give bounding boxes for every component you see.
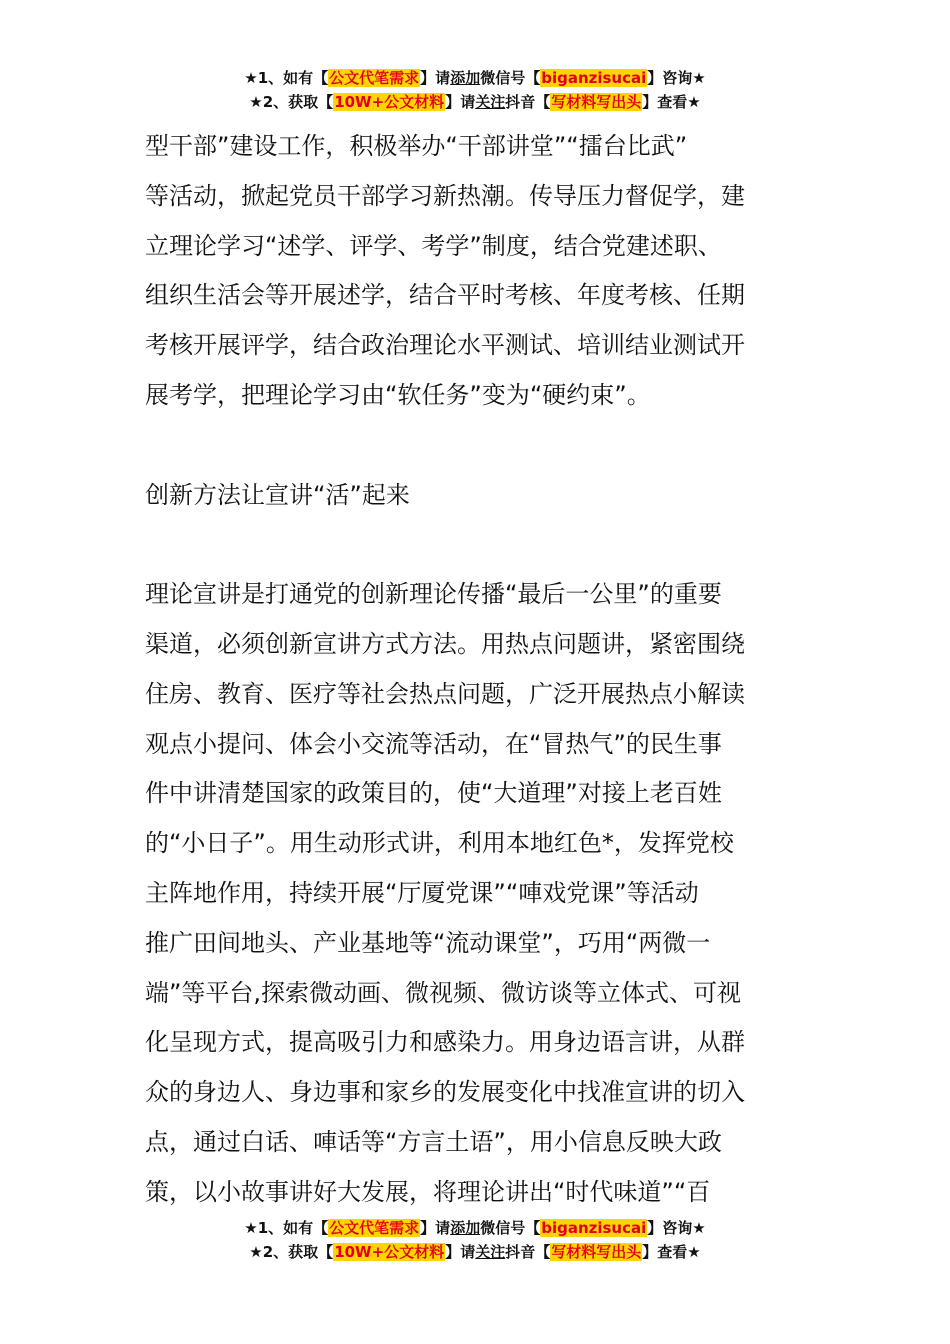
text-line: 立理论学习“述学、评学、考学”制度，结合党建述职、 [145, 231, 722, 260]
highlight-douyin: 写材料写出头 [551, 93, 642, 111]
text-line: 众的身边人、身边事和家乡的发展变化中找准宣讲的切入 [145, 1078, 745, 1107]
paragraph-gap [145, 520, 807, 570]
highlight-service: 公文代笔需求 [329, 1219, 420, 1237]
text-line: 渠道，必须创新宣讲方式方法。用热点问题讲，紧密围绕 [145, 629, 745, 658]
highlight-wechat-id: biganzisucai [541, 69, 647, 87]
banner-line-1: ★1、如有【公文代笔需求】请添加微信号【biganzisucai】咨询★ [244, 1219, 706, 1237]
text-line: 组织生活会等开展述学，结合平时考核、年度考核、任期 [145, 281, 745, 310]
text-line: 策，以小故事讲好大发展，将理论讲出“时代味道”“百 [145, 1177, 711, 1206]
footer-banner [0, 1216, 950, 1264]
banner-line-2: ★2、获取【10W+公文材料】请关注抖音【写材料写出头】查看★ [249, 1243, 701, 1261]
text-line: 观点小提问、体会小交流等活动，在“冒热气”的民生事 [145, 729, 722, 758]
highlight-douyin: 写材料写出头 [551, 1243, 642, 1261]
text-line: 展考学，把理论学习由“软任务”变为“硬约束”。 [145, 380, 651, 409]
text-line: 的“小日子”。用生动形式讲，利用本地红色*，发挥党校 [145, 829, 734, 858]
text-line: 点，通过白话、唓话等“方言土语”，用小信息反映大政 [145, 1127, 722, 1156]
highlight-materials: 10W+公文材料 [334, 93, 445, 111]
text-line: 考核开展评学，结合政治理论水平测试、培训结业测试开 [145, 331, 745, 360]
text-line: 等活动，掀起党员干部学习新热潮。传导压力督促学，建 [145, 181, 745, 210]
text-line: 型干部”建设工作，积极举办“干部讲堂”“擂台比武” [145, 132, 688, 160]
header-banner [0, 66, 950, 114]
document-body [145, 122, 807, 1218]
highlight-service: 公文代笔需求 [329, 69, 420, 87]
text-line: 住房、教育、医疗等社会热点问题，广泛开展热点小解读 [145, 679, 745, 708]
text-line: 推广田间地头、产业基地等“流动课堂”，巧用“两微一 [145, 928, 711, 957]
highlight-materials: 10W+公文材料 [334, 1243, 445, 1261]
text-line: 件中讲清楚国家的政策目的，使“大道理”对接上老百姓 [145, 779, 722, 808]
banner-line-1: ★1、如有【公文代笔需求】请添加微信号【biganzisucai】咨询★ [244, 69, 706, 87]
text-line: 主阵地作用，持续开展“厅厦党课”“唓戏党课”等活动 [145, 878, 699, 907]
paragraph-gap [145, 421, 807, 471]
highlight-wechat-id: biganzisucai [541, 1219, 647, 1237]
text-line: 理论宣讲是打通党的创新理论传播“最后一公里”的重要 [145, 580, 722, 609]
section-heading: 创新方法让宣讲“活”起来 [145, 480, 410, 509]
text-line: 端”等平台,探索微动画、微视频、微访谈等立体式、可视 [145, 978, 742, 1007]
banner-line-2: ★2、获取【10W+公文材料】请关注抖音【写材料写出头】查看★ [249, 93, 701, 111]
text-line: 化呈现方式，提高吸引力和感染力。用身边语言讲，从群 [145, 1028, 745, 1057]
